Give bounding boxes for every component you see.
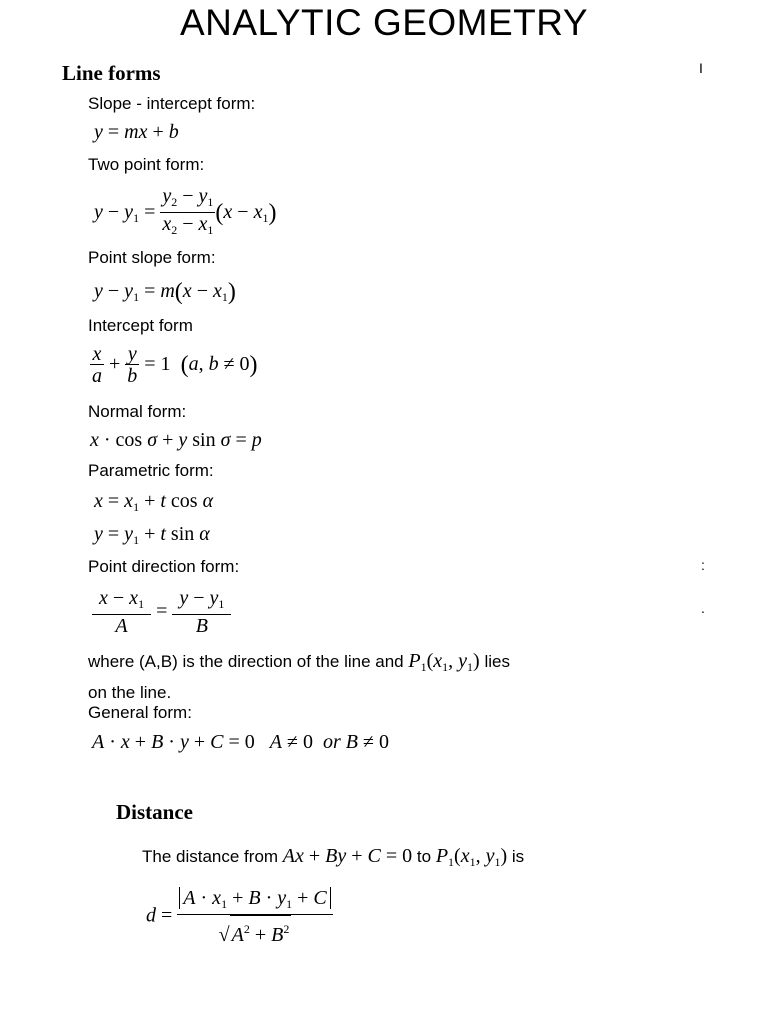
direction-note (88, 648, 510, 706)
point-slope-label: Point slope form: (88, 248, 216, 267)
two-point-label: Two point form: (88, 155, 205, 174)
point-p1: $P_1(x_1$, $y_1$) (435, 845, 508, 869)
distance-text: to (416, 847, 432, 866)
point-slope-equation: $y - y_1 = m(x - x_1)$ (94, 279, 236, 305)
direction-note-text: on the line. (88, 683, 172, 702)
normal-label: Normal form: (88, 402, 187, 421)
general-or: or (322, 731, 341, 753)
distance-text: is (511, 847, 525, 866)
distance-formula: d = $\frac{A \cdot x_1 + B \cdot y_1 + C}{√ A^2 + B^2}$ (146, 888, 333, 946)
direction-note-text: lies (484, 652, 510, 671)
point-p1: $P_1(x_1$, $y_1$) (408, 650, 480, 674)
normal-equation: x · cos σ + y sin σ = p (90, 429, 262, 451)
page-title: ANALYTIC GEOMETRY (179, 2, 589, 43)
distance-heading: Distance (116, 800, 193, 824)
line-forms-heading: Line forms (62, 61, 161, 85)
slope-intercept-label: Slope - intercept form: (88, 94, 256, 113)
point-direction-label: Point direction form: (88, 557, 240, 576)
line-equation: Ax + By + C = 0 (282, 845, 413, 867)
margin-mark: . (701, 600, 705, 616)
distance-text: The distance from (142, 847, 279, 866)
intercept-label: Intercept form (88, 316, 193, 335)
general-equation: A · x + B · y + C = 0 A ≠ 0 or B ≠ 0 (92, 731, 389, 753)
parametric-label: Parametric form: (88, 461, 214, 480)
intercept-equation: $\frac{x}{a}$ + $\frac{y}{b}$ = 1 (a, b ≠ 0) (92, 343, 258, 387)
distance-sentence (142, 843, 524, 875)
parametric-equation-x: $x = x_1 + t$ cos α (94, 490, 214, 514)
parametric-equation-y: $y = y_1 + t$ sin α (94, 523, 210, 547)
general-label: General form: (88, 703, 192, 722)
point-direction-equation: $\frac{x - x_1}{A}$ = $\frac{y - y_1}{B}$ (92, 588, 231, 637)
direction-note-text: where (A,B) is the direction of the line and (88, 652, 404, 671)
margin-mark: I (699, 60, 703, 76)
margin-mark: : (701, 557, 705, 573)
slope-intercept-equation: y = mx + b (94, 121, 179, 143)
two-point-equation: $y - y_1$ = $\frac{y_2 - y_1}{x_2 - x_1}$ $(x - x_1)$ (94, 185, 277, 237)
